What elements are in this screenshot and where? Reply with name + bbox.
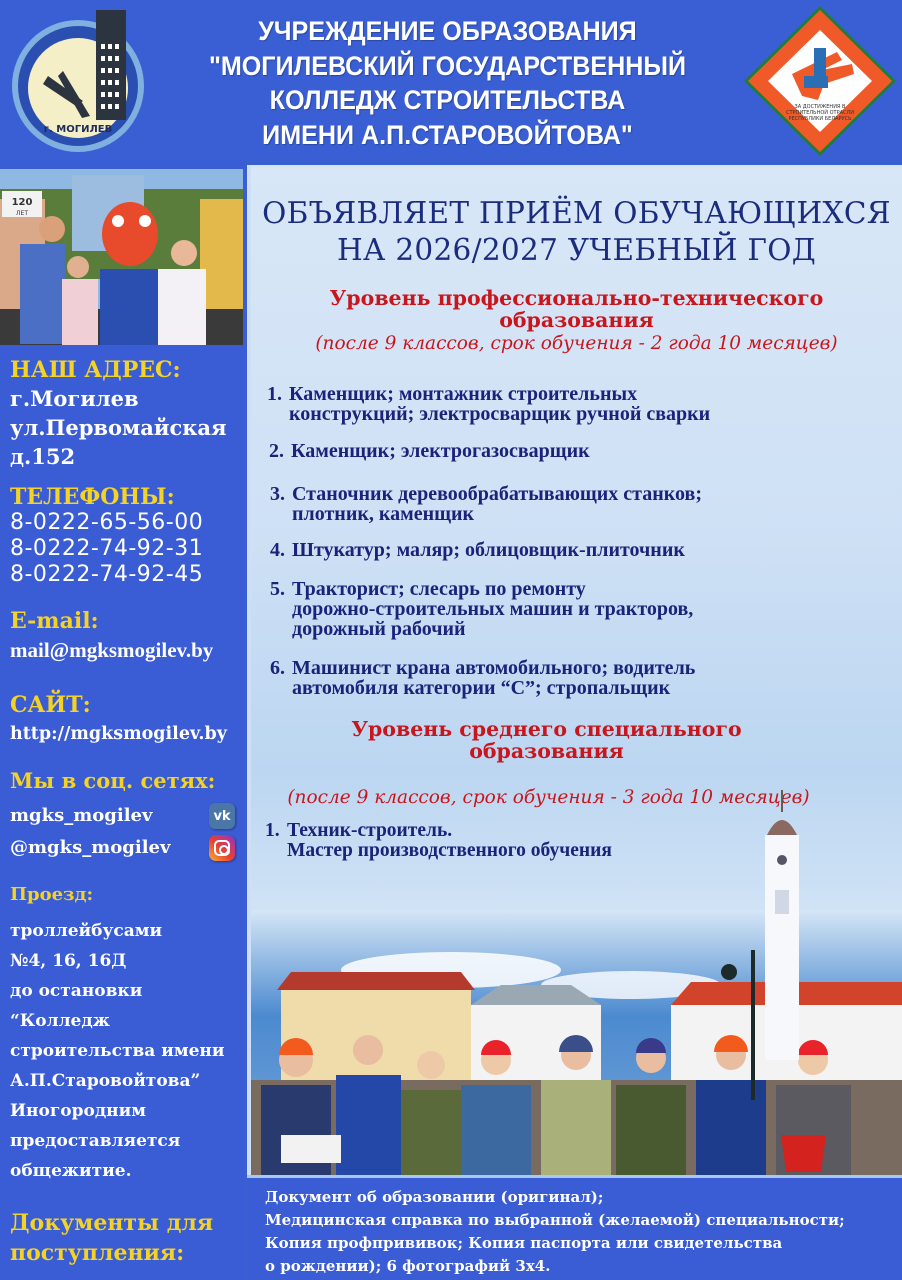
transport-info: троллейбусами №4, 16, 16Д до остановки “Колледж строительства имени А.П.Старовойтова” Иногородним предоставляется общежитие. <box>10 921 225 1181</box>
secondary-level-title: Уровень среднего специального образования <box>351 717 742 763</box>
vocational-level-title: Уровень профессионально-технического образования <box>329 286 824 332</box>
phone-number[interactable]: 8-0222-65-56-00 <box>10 510 204 535</box>
program-item: 1. Техник-строитель. Мастер производственного обучения <box>265 820 612 861</box>
social-row-instagram[interactable] <box>10 832 235 864</box>
social-heading: Мы в соц. сетях: <box>10 768 216 793</box>
secondary-level-note: (после 9 классов, срок обучения - 3 года 10 месяцев) <box>287 787 810 808</box>
vocational-level-note: (после 9 классов, срок обучения - 2 года 10 месяцев) <box>315 333 838 354</box>
site-heading: САЙТ: <box>10 692 91 718</box>
documents-heading: Документы для поступления: <box>10 1210 214 1266</box>
required-documents-box <box>247 1175 902 1280</box>
header <box>0 0 902 160</box>
institution-title: УЧРЕЖДЕНИЕ ОБРАЗОВАНИЯ "МОГИЛЕВСКИЙ ГОСУДАРСТВЕННЫЙ КОЛЛЕДЖ СТРОИТЕЛЬСТВА ИМЕНИ А.П.СТАРОВОЙТОВА" <box>208 16 687 150</box>
program-item: 1. Каменщик; монтажник строительных конструкций; электросварщик ручной сварки <box>267 383 711 425</box>
admissions-title: ОБЪЯВЛЯЕТ ПРИЁМ ОБУЧАЮЩИХСЯ НА 2026/2027 УЧЕБНЫЙ ГОД <box>262 196 891 267</box>
vk-handle: mgks_mogilev <box>10 805 153 826</box>
address-heading: НАШ АДРЕС: <box>10 357 181 383</box>
required-documents-list: Документ об образовании (оригинал); Медицинская справка по выбранной (желаемой) специальности; Копия профпрививок; Копия паспорта или свидетельства о рождении); 6 фотографий 3х4. <box>265 1188 845 1275</box>
email-link[interactable]: mail@mgksmogilev.by <box>10 638 214 662</box>
email-heading: E-mail: <box>10 608 99 634</box>
phone-number[interactable]: 8-0222-74-92-31 <box>10 536 204 561</box>
phones-heading: ТЕЛЕФОНЫ: <box>10 484 175 510</box>
svg-text:СТРОИТЕЛЬНОЙ ОТРАСЛИ: СТРОИТЕЛЬНОЙ ОТРАСЛИ <box>785 110 855 116</box>
address-street: ул.Первомайская <box>10 415 227 440</box>
svg-text:ЗА ДОСТИЖЕНИЯ В: ЗА ДОСТИЖЕНИЯ В <box>794 104 846 110</box>
address-building: д.152 <box>10 444 76 469</box>
svg-text:г. МОГИЛЕВ: г. МОГИЛЕВ <box>43 124 113 135</box>
instagram-handle: @mgks_mogilev <box>10 837 171 858</box>
social-list <box>10 800 235 864</box>
college-logo-icon <box>8 6 150 156</box>
transport-heading: Проезд: <box>10 884 94 905</box>
vk-icon[interactable]: vk <box>209 803 235 829</box>
svg-text:120: 120 <box>11 197 33 208</box>
program-item: 2. Каменщик; электрогазосварщик <box>269 440 590 462</box>
address-city: г.Могилев <box>10 386 139 411</box>
social-row-vk[interactable] <box>10 800 235 832</box>
site-link[interactable]: http://mgksmogilev.by <box>10 724 227 744</box>
award-badge-icon <box>742 4 898 158</box>
svg-text:ЛЕТ: ЛЕТ <box>16 210 28 217</box>
program-item: 4. Штукатур; маляр; облицовщик-плиточник <box>270 539 685 561</box>
town-hall-tower-icon <box>755 790 809 1060</box>
mascot-event-photo <box>0 169 243 345</box>
mascot-photo-illustration <box>0 169 243 345</box>
instagram-icon[interactable] <box>209 835 235 861</box>
svg-text:РЕСПУБЛИКИ БЕЛАРУСЬ: РЕСПУБЛИКИ БЕЛАРУСЬ <box>788 116 852 122</box>
phone-number[interactable]: 8-0222-74-92-45 <box>10 562 204 587</box>
program-item: 6. Машинист крана автомобильного; водитель автомобиля категории “С”; стропальщик <box>270 657 696 699</box>
program-item: 3. Станочник деревообрабатывающих станков; плотник, каменщик <box>270 483 702 525</box>
program-item: 5. Тракторист; слесарь по ремонту дорожно-строительных машин и тракторов, дорожный рабочий <box>270 578 694 640</box>
